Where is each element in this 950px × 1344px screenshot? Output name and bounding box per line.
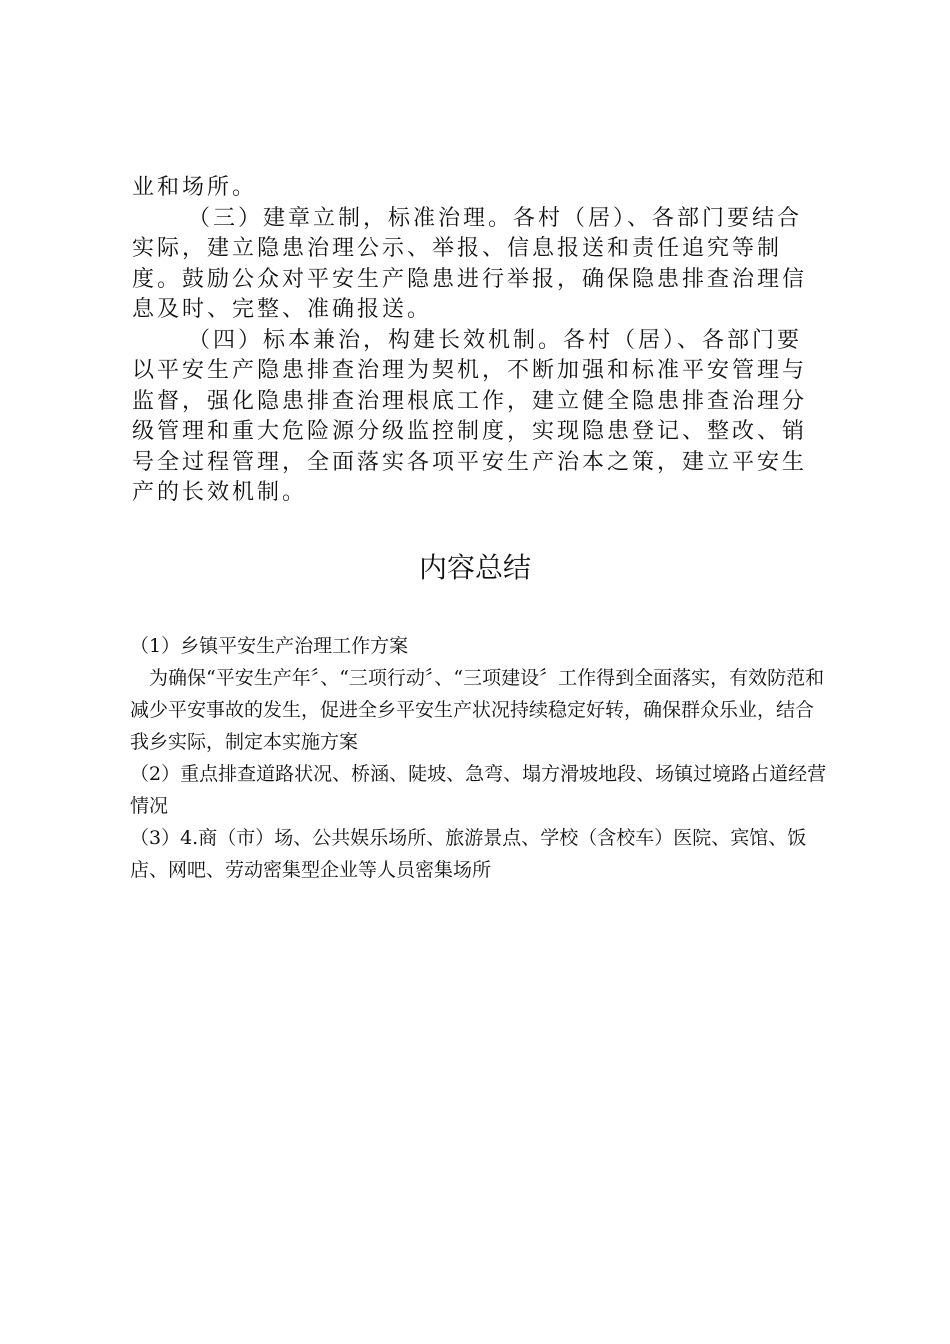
document-body <box>132 173 822 509</box>
paragraph-continuation: 业和场所。 <box>132 175 258 200</box>
summary-item-1-body: 为确保“平安生产年〞、“三项行动〞、“三项建设〞工作得到全面落实，有效防范和减少平安事故的发生，促进全乡平安生产状况持续稳定好转，确保群众乐业，结合我乡实际，制定本实施方案 <box>130 667 825 753</box>
summary-item-2: （2）重点排查道路状况、桥涵、陡坡、急弯、塌方滑坡地段、场镇过境路占道经营情况 <box>130 763 827 817</box>
summary-item-1-heading: （1）乡镇平安生产治理工作方案 <box>130 635 409 657</box>
paragraph-section-3: （三）建章立制，标准治理。各村（居）、各部门要结合实际，建立隐患治理公示、举报、信息报送和责任追究等制度。鼓励公众对平安生产隐患进行举报，确保隐患排查治理信息及时、完整、准确报送。 <box>132 205 808 322</box>
summary-item-3: （3）4.商（市）场、公共娱乐场所、旅游景点、学校（含校车）医院、宾馆、饭店、网吧、劳动密集型企业等人员密集场所 <box>130 827 807 881</box>
summary-title: 内容总结 <box>418 551 531 584</box>
paragraph-section-4: （四）标本兼治，构建长效机制。各村（居）、各部门要以平安生产隐患排查治理为契机，不断加强和标准平安管理与监督，强化隐患排查治理根底工作，建立健全隐患排查治理分级管理和重大危险源分级监控制度，实现隐患登记、整改、销号全过程管理，全面落实各项平安生产治本之策，建立平安生产的长效机制。 <box>132 327 808 505</box>
summary-section <box>130 630 830 886</box>
